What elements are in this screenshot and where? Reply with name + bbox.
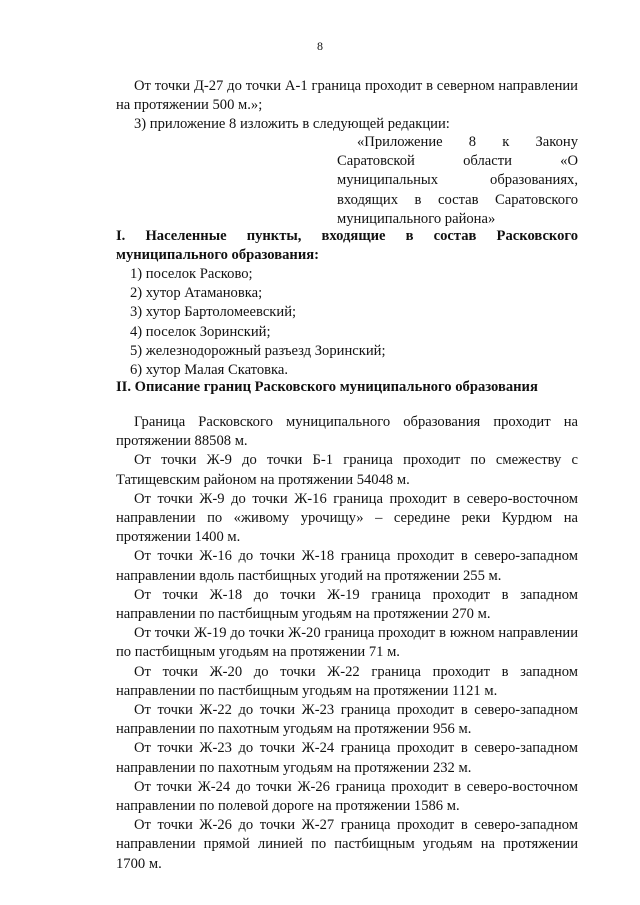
boundary-paragraph: От точки Ж-20 до точки Ж-22 граница проходит в западном направлении по пастбищным угодьям на протяжении 1121 м. — [116, 663, 578, 699]
section-1-heading: I. Населенные пункты, входящие в состав Расковского муниципального образования: — [116, 228, 578, 264]
list-item: 6) хутор Малая Скатовка. — [130, 362, 289, 379]
intro-paragraph-1: От точки Д-27 до точки А-1 граница проходит в северном направлении на протяжении 500 м.»; — [116, 78, 578, 114]
boundary-paragraph: От точки Ж-16 до точки Ж-18 граница проходит в северо-западном направлении вдоль пастбищных угодий на протяжении 255 м. — [116, 548, 578, 584]
list-item: 2) хутор Атамановка; — [130, 285, 263, 302]
boundary-paragraph: От точки Ж-9 до точки Б-1 граница проходит по смежеству с Татищевским районом на протяжении 54048 м. — [116, 452, 578, 488]
page-number: 8 — [317, 39, 323, 53]
appendix-quote: «Приложение 8 к Закону Саратовской области «О муниципальных образованиях, входящих в состав Саратовского муниципального района» — [337, 134, 578, 227]
section-2-body — [116, 413, 578, 874]
list-item: 5) железнодорожный разъезд Зоринский; — [130, 342, 386, 359]
boundary-paragraph: От точки Ж-23 до точки Ж-24 граница проходит в северо-западном направлении по пахотным угодьям на протяжении 232 м. — [116, 740, 578, 776]
settlements-list — [130, 265, 386, 380]
boundary-paragraph: От точки Ж-22 до точки Ж-23 граница проходит в северо-западном направлении по пахотным угодьям на протяжении 956 м. — [116, 702, 578, 738]
boundary-paragraph: От точки Ж-18 до точки Ж-19 граница проходит в западном направлении по пастбищным угодьям на протяжении 270 м. — [116, 586, 578, 623]
list-item: 3) хутор Бартоломеевский; — [130, 304, 297, 321]
list-item: 4) поселок Зоринский; — [130, 323, 271, 340]
boundary-paragraph: От точки Ж-19 до точки Ж-20 граница проходит в южном направлении по пастбищным угодьям на протяжении 71 м. — [116, 625, 578, 661]
list-item: 1) поселок Расково; — [130, 266, 253, 282]
section-2-heading: II. Описание границ Расковского муниципального образования — [116, 379, 538, 395]
boundary-paragraph: От точки Ж-9 до точки Ж-16 граница проходит в северо-восточном направлении по «живому урочищу» – середине реки Курдюм на протяжении 1400 м. — [116, 490, 578, 546]
boundary-paragraph: От точки Ж-26 до точки Ж-27 граница проходит в северо-западном направлении прямой линией по пастбищным угодьям на протяжении 1700 м. — [116, 817, 578, 872]
intro-block — [116, 77, 578, 135]
boundary-paragraph: От точки Ж-24 до точки Ж-26 граница проходит в северо-восточном направлении по полевой дороге на протяжении 1586 м. — [116, 778, 578, 815]
boundary-paragraph: Граница Расковского муниципального образования проходит на протяжении 88508 м. — [116, 414, 578, 450]
intro-paragraph-2: 3) приложение 8 изложить в следующей редакции: — [134, 116, 450, 133]
